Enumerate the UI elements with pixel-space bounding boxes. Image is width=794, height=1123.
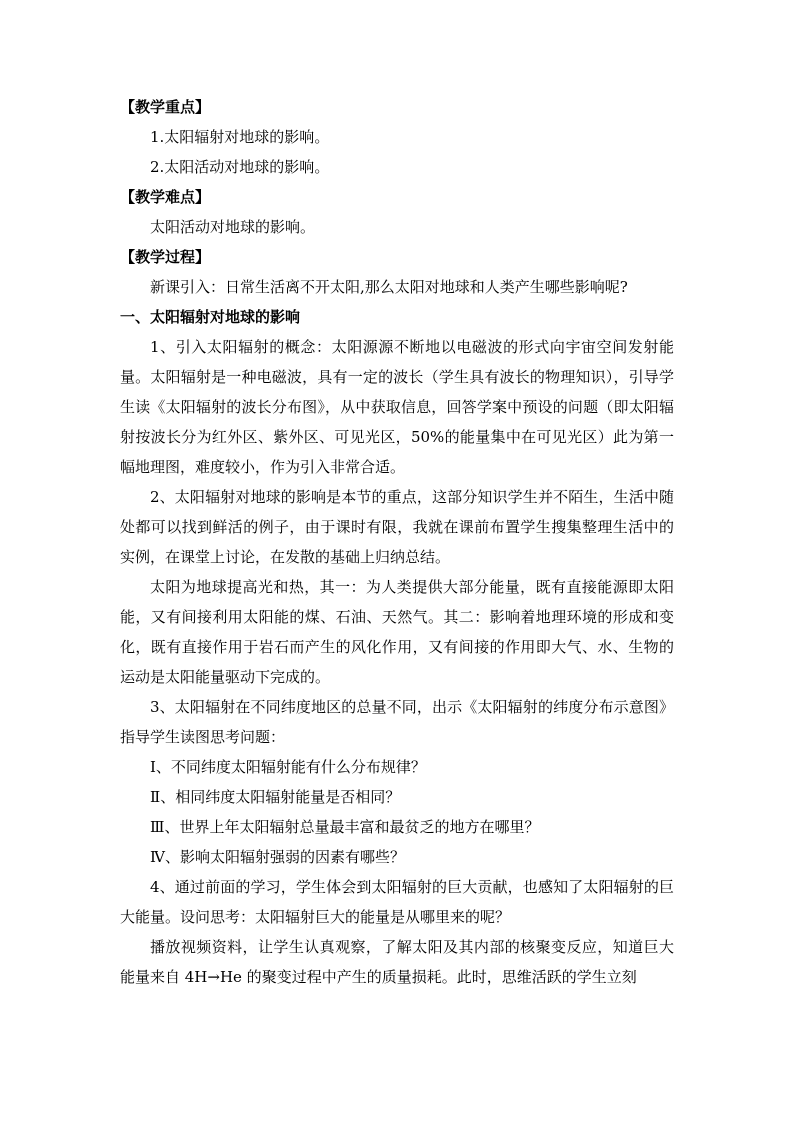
- process-heading: 【教学过程】: [120, 248, 211, 266]
- key-points-heading: 【教学重点】: [120, 98, 211, 116]
- difficulties-text: 太阳活动对地球的影响。: [150, 218, 316, 236]
- section-1-title: 一、太阳辐射对地球的影响: [120, 308, 301, 326]
- paragraph-4: 3、太阳辐射在不同纬度地区的总量不同，出示《太阳辐射的纬度分布示意图》指导学生读图思考问题：: [120, 698, 674, 746]
- paragraph-5: 4、通过前面的学习，学生体会到太阳辐射的巨大贡献，也感知了太阳辐射的巨大能量。设问思考：太阳辐射巨大的能量是从哪里来的呢？: [120, 878, 674, 926]
- difficulties-heading: 【教学难点】: [120, 188, 211, 206]
- paragraph-3: 太阳为地球提高光和热，其一：为人类提供大部分能量，既有直接能源即太阳能，又有间接利用太阳能的煤、石油、天然气。其二：影响着地理环境的形成和变化，既有直接作用于岩石而产生的风化作用，又有间接的作用即大气、水、生物的运动是太阳能量驱动下完成的。: [120, 578, 674, 686]
- question-2: Ⅱ、相同纬度太阳辐射能量是否相同？: [150, 788, 401, 806]
- question-4: Ⅳ、影响太阳辐射强弱的因素有哪些？: [150, 848, 405, 866]
- process-intro: 新课引入：日常生活离不开太阳,那么太阳对地球和人类产生哪些影响呢?: [150, 278, 628, 296]
- key-point-item-1: 1.太阳辐射对地球的影响。: [150, 128, 330, 146]
- paragraph-6: 播放视频资料，让学生认真观察，了解太阳及其内部的核聚变反应，知道巨大能量来自 4H→He 的聚变过程中产生的质量损耗。此时，思维活跃的学生立刻: [120, 938, 674, 986]
- key-point-item-2: 2.太阳活动对地球的影响。: [150, 158, 330, 176]
- paragraph-1: 1、引入太阳辐射的概念：太阳源源不断地以电磁波的形式向宇宙空间发射能量。太阳辐射是一种电磁波，具有一定的波长（学生具有波长的物理知识），引导学生读《太阳辐射的波长分布图》，从中获取信息，回答学案中预设的问题（即太阳辐射按波长分为红外区、紫外区、可见光区，50%的能量集中在可见光区）此为第一幅地理图，难度较小，作为引入非常合适。: [120, 338, 674, 476]
- paragraph-2: 2、太阳辐射对地球的影响是本节的重点，这部分知识学生并不陌生，生活中随处都可以找到鲜活的例子，由于课时有限，我就在课前布置学生搜集整理生活中的实例，在课堂上讨论，在发散的基础上归纳总结。: [120, 488, 674, 566]
- document-body: [120, 92, 674, 992]
- question-1: Ⅰ、不同纬度太阳辐射能有什么分布规律？: [150, 758, 426, 776]
- question-3: Ⅲ、世界上年太阳辐射总量最丰富和最贫乏的地方在哪里？: [150, 818, 540, 836]
